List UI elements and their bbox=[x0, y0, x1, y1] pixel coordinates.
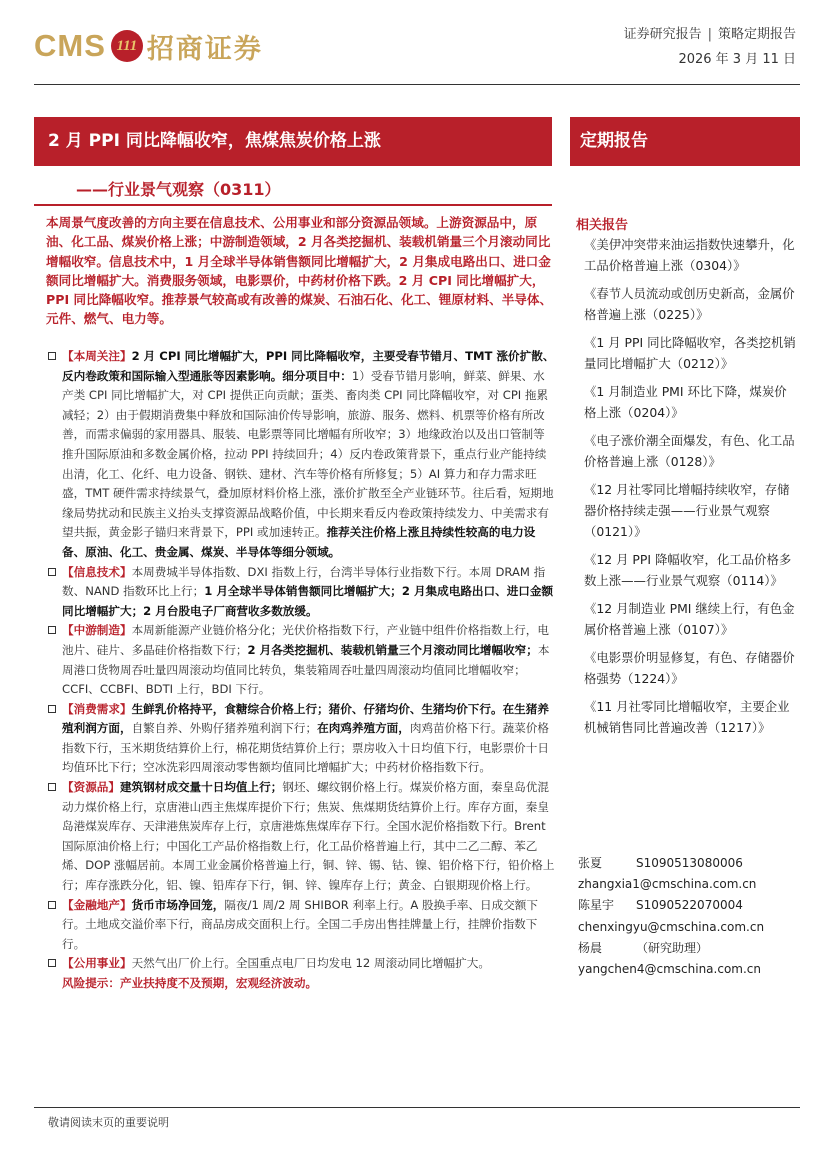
logo-company-name: 招商证券 bbox=[146, 33, 263, 65]
bullet-list bbox=[48, 347, 556, 994]
bullet-it bbox=[48, 563, 556, 622]
logo-badge-icon: 111 bbox=[111, 30, 143, 62]
bullet-tag: 【信息技术】 bbox=[62, 564, 132, 579]
bullet-bold: 2 月 CPI 同比增幅扩大，PPI 同比降幅收窄，主要受春节错月、TMT 涨价扩散、反内卷政策和国际输入型通胀等因素影响。细分项目中： bbox=[62, 349, 555, 383]
brand-logo bbox=[34, 24, 263, 68]
analyst-row bbox=[578, 853, 804, 874]
checkbox-square-icon bbox=[48, 705, 56, 713]
related-report-link[interactable]: 《1 月 PPI 同比降幅收窄，各类挖机销量同比增幅扩大（0212）》 bbox=[584, 335, 796, 371]
analyst-email[interactable]: chenxingyu@cmschina.com.cn bbox=[578, 919, 765, 934]
report-date: 2026 年 3 月 11 日 bbox=[678, 52, 796, 67]
analyst-row bbox=[578, 959, 804, 980]
bullet-resources bbox=[48, 778, 556, 896]
related-report-link[interactable]: 《12 月社零同比增幅持续收窄，存储器价格持续走强——行业景气观察（0121）》 bbox=[584, 482, 790, 539]
bullet-utilities bbox=[48, 954, 556, 974]
bullet-text: 本周港口货物周吞吐量四周滚动均值同比转负，集装箱周吞吐量四周滚动均值同比增幅收窄；CCFI、CCBFI、BDTI 上行，BDI 下行。 bbox=[62, 642, 550, 697]
related-report-link[interactable]: 《春节人员流动或创历史新高，金属价格普遍上涨（0225）》 bbox=[584, 286, 795, 322]
bullet-tag: 【金融地产】 bbox=[62, 897, 132, 912]
analyst-email[interactable]: zhangxia1@cmschina.com.cn bbox=[578, 877, 757, 892]
analyst-row bbox=[578, 917, 804, 938]
analyst-row bbox=[578, 938, 804, 959]
related-report-link[interactable]: 《电影票价明显修复，有色、存储器价格强势（1224）》 bbox=[584, 650, 795, 686]
analyst-name: 陈星宇 bbox=[578, 898, 615, 913]
related-reports-title: 相关报告 bbox=[576, 218, 629, 233]
report-meta bbox=[624, 22, 796, 72]
analyst-name: 张夏 bbox=[578, 856, 603, 870]
bullet-finance-realestate bbox=[48, 896, 556, 955]
bullet-bold: 1 月全球半导体销售额同比增幅扩大；2 月集成电路出口、进口金额同比增幅扩大；2 月台股电子厂商营收多数放缓。 bbox=[62, 584, 554, 618]
related-report-link[interactable]: 《11 月社零同比增幅收窄，主要企业机械销售同比普遍改善（1217）》 bbox=[584, 699, 790, 735]
bullet-consumption bbox=[48, 700, 556, 778]
risk-warning: 风险提示：产业扶持度不及预期，宏观经济波动。 bbox=[62, 976, 318, 990]
analyst-block bbox=[578, 853, 804, 980]
meta-separator: | bbox=[707, 27, 712, 42]
subtitle-divider bbox=[34, 204, 552, 206]
bullet-tag: 【公用事业】 bbox=[62, 956, 132, 971]
bullet-text: 肉鸡苗价格下行。蔬菜价格指数下行，玉米期货结算价上行，棉花期货结算价上行；票房收入十日均值下行，电影票价十日均值环比下行；空冰洗彩四周滚动零售额均值同比增幅扩大；中药材价格指数下行。 bbox=[62, 721, 549, 775]
bullet-tag: 【本周关注】 bbox=[62, 349, 132, 363]
related-report-link[interactable]: 《12 月制造业 PMI 继续上行，有色金属价格普遍上涨（0107）》 bbox=[584, 601, 795, 637]
analyst-cert-number: S1090513080006 bbox=[636, 856, 743, 870]
analyst-email[interactable]: yangchen4@cmschina.com.cn bbox=[578, 962, 761, 977]
related-report-link[interactable]: 《电子涨价潮全面爆发，有色、化工品价格普遍上涨（0128）》 bbox=[584, 433, 795, 469]
report-subcategory: 策略定期报告 bbox=[717, 27, 796, 42]
footer-divider bbox=[34, 1107, 800, 1108]
checkbox-square-icon bbox=[48, 626, 56, 634]
checkbox-square-icon bbox=[48, 959, 56, 967]
analyst-row bbox=[578, 874, 804, 895]
report-category: 证券研究报告 bbox=[623, 27, 702, 42]
analyst-role: （研究助理） bbox=[636, 940, 709, 955]
bullet-text: 天然气出厂价上行。全国重点电厂日均发电 12 周滚动同比增幅扩大。 bbox=[131, 956, 490, 971]
checkbox-square-icon bbox=[48, 783, 56, 791]
bullet-focus bbox=[48, 347, 556, 563]
bullet-text: 钢坯、螺纹钢价格上行。煤炭价格方面，秦皇岛优混动力煤价格上行，京唐港山西主焦煤库提价下行；焦炭、焦煤期货结算价上行。库存方面，秦皇岛港煤炭库存、天津港焦炭库存上行，京唐港炼焦煤库存下行。全国水泥价格指数下行。Brent 国际原油价格上行；中国化工产品价格指数上行，化工品价格普遍上行，其中二乙二醇、苯乙烯、DOP 涨幅居前。本周工业金属价格普遍上行，铜、锌、锡、钴、镍、铝价格下行，铅价格上行；库存涨跌分化，铝、镍、铅库存下行，铜、锌、镍库存上行；黄金、白银期现价格上行。 bbox=[62, 780, 555, 893]
related-report-link[interactable]: 《12 月 PPI 降幅收窄，化工品价格多数上涨——行业景气观察（0114）》 bbox=[584, 552, 792, 588]
related-report-link[interactable]: 《1 月制造业 PMI 环比下降，煤炭价格上涨（0204）》 bbox=[584, 384, 787, 420]
related-report-link[interactable]: 《美伊冲突带来油运指数快速攀升，化工品价格普遍上涨（0304）》 bbox=[584, 237, 795, 273]
analyst-row bbox=[578, 895, 804, 916]
checkbox-square-icon bbox=[48, 352, 56, 360]
bullet-text: 本周新能源产业链价格分化；光伏价格指数下行，产业链中组件价格指数上行，电池片、硅片、多晶硅价格指数下行； bbox=[62, 623, 549, 657]
bullet-text: 本周费城半导体指数、DXI 指数上行，台湾半导体行业指数下行。本周 DRAM 指数、NAND 指数环比上行； bbox=[62, 564, 546, 599]
bullet-manufacturing bbox=[48, 621, 556, 699]
bullet-tag: 【消费需求】 bbox=[62, 701, 132, 716]
bullet-text: 隔夜/1 周/2 周 SHIBOR 利率上行。A 股换手率、日成交额下行。土地成交溢价率下行，商品房成交面积上行。全国二手房出售挂牌量上行，挂牌价指数下行。 bbox=[62, 897, 538, 951]
bullet-bold: 2 月各类挖掘机、装载机销量三个月滚动同比增幅收窄； bbox=[247, 642, 538, 657]
report-category-line bbox=[624, 22, 796, 47]
bullet-bold: 货币市场净回笼， bbox=[131, 897, 225, 912]
bullet-tag: 【中游制造】 bbox=[62, 623, 132, 638]
bullet-tag: 【资源品】 bbox=[62, 780, 120, 795]
related-reports-list bbox=[584, 234, 798, 745]
header-divider bbox=[34, 84, 800, 85]
bullet-text: 1）受春节错月影响，鲜菜、鲜果、水产类 CPI 同比增幅扩大，对 CPI 提供正向贡献；蛋类、畜肉类 CPI 同比降幅收窄，对 CPI 拖累减轻；2）由于假期消费集中释放和国际油价传导影响，旅游、服务、燃料、机票等价格有所改善，而需求偏弱的家用器具、服装、电影票等同比增幅有所收窄；3）地缘政治以及出口管制等推升国际原油和多数金属价格，拉动 PPI 持续回升；4）反内卷政策背景下，重点行业产能持续出清，化工、化纤、电力设备、钢铁、建材、汽车等价格有所修复；5）AI 算力和存力需求旺盛，TMT 硬件需求持续景气，叠加原材料价格上涨，涨价扩散至全产业链环节。往后看，短期地缘局势扰动和民族主义抬头支撑资源品战略价值，中长期来看反内卷政策持续发力、中美需求有望共振，黄金影子锚归来背景下，PPI 或加速转正。 bbox=[62, 368, 554, 540]
bullet-bold: 生鲜乳价格持平，食糖综合价格上行；猪价、仔猪均价、生猪均价下行。在生猪养殖利润方面， bbox=[62, 701, 549, 736]
checkbox-square-icon bbox=[48, 568, 56, 576]
bullet-bold: 建筑钢材成交量十日均值上行； bbox=[119, 780, 283, 795]
page-subtitle: ——行业景气观察（0311） bbox=[76, 180, 281, 199]
bullet-bold: 在肉鸡养殖方面， bbox=[317, 721, 410, 736]
bullet-text: 自繁自养、外购仔猪养殖利润下行； bbox=[131, 721, 318, 736]
bullet-bold: 推荐关注价格上涨且持续性较高的电力设备、原油、化工、贵金属、煤炭、半导体等细分领域。 bbox=[62, 525, 536, 559]
analyst-cert-number: S1090522070004 bbox=[636, 898, 743, 913]
analyst-name: 杨晨 bbox=[578, 940, 603, 955]
checkbox-square-icon bbox=[48, 901, 56, 909]
logo-cms-text: CMS bbox=[34, 28, 106, 63]
footer-disclaimer: 敬请阅读末页的重要说明 bbox=[48, 1116, 169, 1129]
page-title: 2 月 PPI 同比降幅收窄，焦煤焦炭价格上涨 bbox=[34, 117, 552, 166]
summary-paragraph: 本周景气度改善的方向主要在信息技术、公用事业和部分资源品领域。上游资源品中，原油、化工品、煤炭价格上涨；中游制造领域，2 月各类挖掘机、装载机销量三个月滚动同比增幅收窄。信息技术中，1 月全球半导体销售额同比增幅扩大，2 月集成电路出口、进口金额同比增幅扩大。消费服务领域，电影票价，中药材价格下跌。2 月 CPI 同比增幅扩大，PPI 同比降幅收窄。推荐景气较高或有改善的煤炭、石油石化、化工、锂原材料、半导体、元件、燃气、电力等。 bbox=[46, 215, 553, 327]
report-type-banner: 定期报告 bbox=[570, 117, 800, 166]
